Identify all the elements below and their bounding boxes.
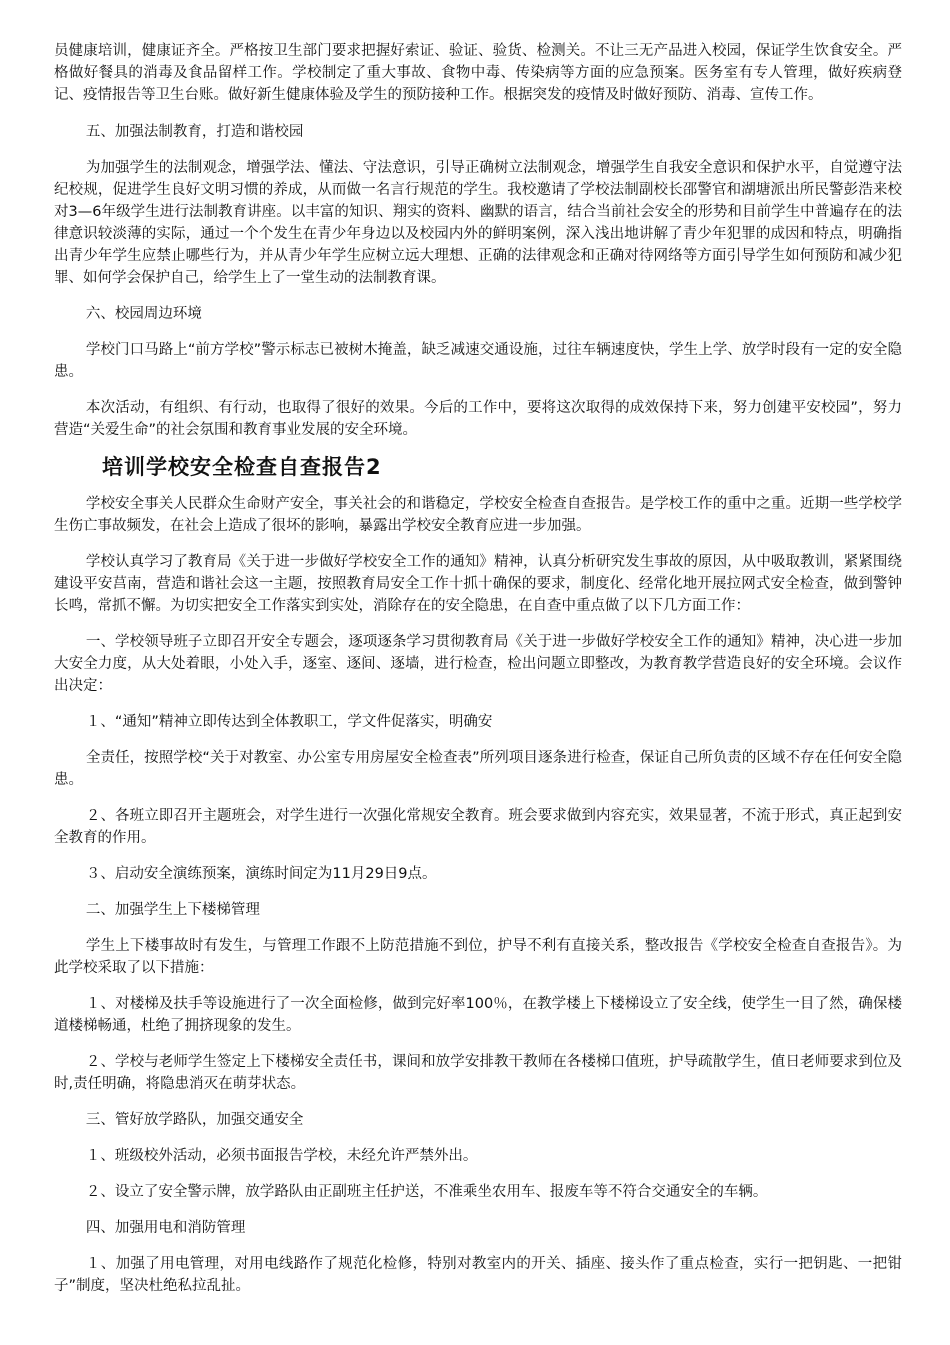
section-heading-5: 五、加强法制教育，打造和谐校园: [85, 124, 304, 140]
paragraph: 本次活动，有组织、有行动，也取得了很好的效果。今后的工作中，要将这次取得的成效保持下来，努力创建平安校园”，努力营造“关爱生命”的社会氛围和教育事业发展的安全环境。: [54, 400, 902, 438]
list-item: ２、设立了安全警示牌，放学路队由正副班主任护送，不准乘坐农用车、报废车等不符合交通安全的车辆。: [85, 1184, 768, 1200]
paragraph: 一、学校领导班子立即召开安全专题会，逐项逐条学习贯彻教育局《关于进一步做好学校安全工作的通知》精神，决心进一步加大安全力度，从大处着眼，小处入手，逐室、逐间、逐墙，进行检查，检出问题立即整改，为教育教学营造良好的安全环境。会议作出决定：: [54, 634, 902, 694]
paragraph: 学校安全事关人民群众生命财产安全，事关社会的和谐稳定，学校安全检查自查报告。是学校工作的重中之重。近期一些学校学生伤亡事故频发，在社会上造成了很坏的影响，暴露出学校安全教育应进一步加强。: [54, 496, 902, 534]
paragraph: 学校认真学习了教育局《关于进一步做好学校安全工作的通知》精神，认真分析研究发生事故的原因，从中吸取教训，紧紧围绕建设平安莒南，营造和谐社会这一主题，按照教育局安全工作十抓十确保的要求，制度化、经常化地开展拉网式安全检查，做到警钟长鸣，常抓不懈。为切实把安全工作落实到实处，消除存在的安全隐患，在自查中重点做了以下几方面工作：: [54, 554, 902, 614]
paragraph: 学校门口马路上“前方学校”警示标志已被树木掩盖，缺乏减速交通设施，过往车辆速度快，学生上学、放学时段有一定的安全隐患。: [54, 342, 902, 380]
paragraph: 学生上下楼事故时有发生，与管理工作跟不上防范措施不到位，护导不利有直接关系，整改报告《学校安全检查自查报告》。为此学校采取了以下措施：: [54, 938, 902, 976]
paragraph: 为加强学生的法制观念，增强学法、懂法、守法意识，引导正确树立法制观念，增强学生自我安全意识和保护水平，自觉遵守法纪校规，促进学生良好文明习惯的养成，从而做一名言行规范的学生。我校邀请了学校法制副校长邵警官和湖塘派出所民警彭浩来校对3—6年级学生进行法制教育讲座。以丰富的知识、翔实的资料、幽默的语言，结合当前社会安全的形势和目前学生中普遍存在的法律意识较淡薄的实际，通过一个个发生在青少年身边以及校园内外的鲜明案例，深入浅出地讲解了青少年犯罪的成因和特点，明确指出青少年学生应禁止哪些行为，并从青少年学生应树立远大理想、正确的法律观念和正确对待网络等方面引导学生如何预防和减少犯罪、如何学会保护自己，给学生上了一堂生动的法制教育课。: [54, 160, 902, 286]
section-heading: 三、管好放学路队，加强交通安全: [85, 1112, 304, 1128]
paragraph: 全责任，按照学校“关于对教室、办公室专用房屋安全检查表”所列项目逐条进行检查，保证自己所负责的区域不存在任何安全隐患。: [54, 750, 902, 788]
list-item: １、对楼梯及扶手等设施进行了一次全面检修，做到完好率100％，在教学楼上下楼梯设立了安全线，使学生一目了然，确保楼道楼梯畅通，杜绝了拥挤现象的发生。: [54, 996, 902, 1034]
list-item: １、“通知”精神立即传达到全体教职工，学文件促落实，明确安: [85, 714, 493, 730]
list-item: １、加强了用电管理，对用电线路作了规范化检修，特别对教室内的开关、插座、接头作了重点检查，实行一把钥匙、一把钳子”制度，坚决杜绝私拉乱扯。: [54, 1256, 902, 1294]
paragraph-continued: 员健康培训，健康证齐全。严格按卫生部门要求把握好索证、验证、验货、检测关。不让三无产品进入校园，保证学生饮食安全。严格做好餐具的消毒及食品留样工作。学校制定了重大事故、食物中毒、传染病等方面的应急预案。医务室有专人管理，做好疾病登记、疫情报告等卫生台账。做好新生健康体验及学生的预防接种工作。根据突发的疫情及时做好预防、消毒、宣传工作。: [54, 43, 902, 103]
list-item: ３、启动安全演练预案，演练时间定为11月29日9点。: [85, 866, 437, 882]
list-item: ２、各班立即召开主题班会，对学生进行一次强化常规安全教育。班会要求做到内容充实，效果显著，不流于形式，真正起到安全教育的作用。: [54, 808, 902, 846]
list-item: １、班级校外活动，必须书面报告学校，未经允许严禁外出。: [85, 1148, 478, 1164]
section-heading: 二、加强学生上下楼梯管理: [85, 902, 260, 918]
report-title: 培训学校安全检查自查报告2: [102, 455, 382, 479]
list-item: ２、学校与老师学生签定上下楼梯安全责任书，课间和放学安排教干教师在各楼梯口值班，护导疏散学生，值日老师要求到位及时,责任明确，将隐患消灭在萌芽状态。: [54, 1054, 902, 1092]
section-heading: 四、加强用电和消防管理: [85, 1220, 246, 1236]
section-heading-6: 六、校园周边环境: [85, 306, 202, 322]
